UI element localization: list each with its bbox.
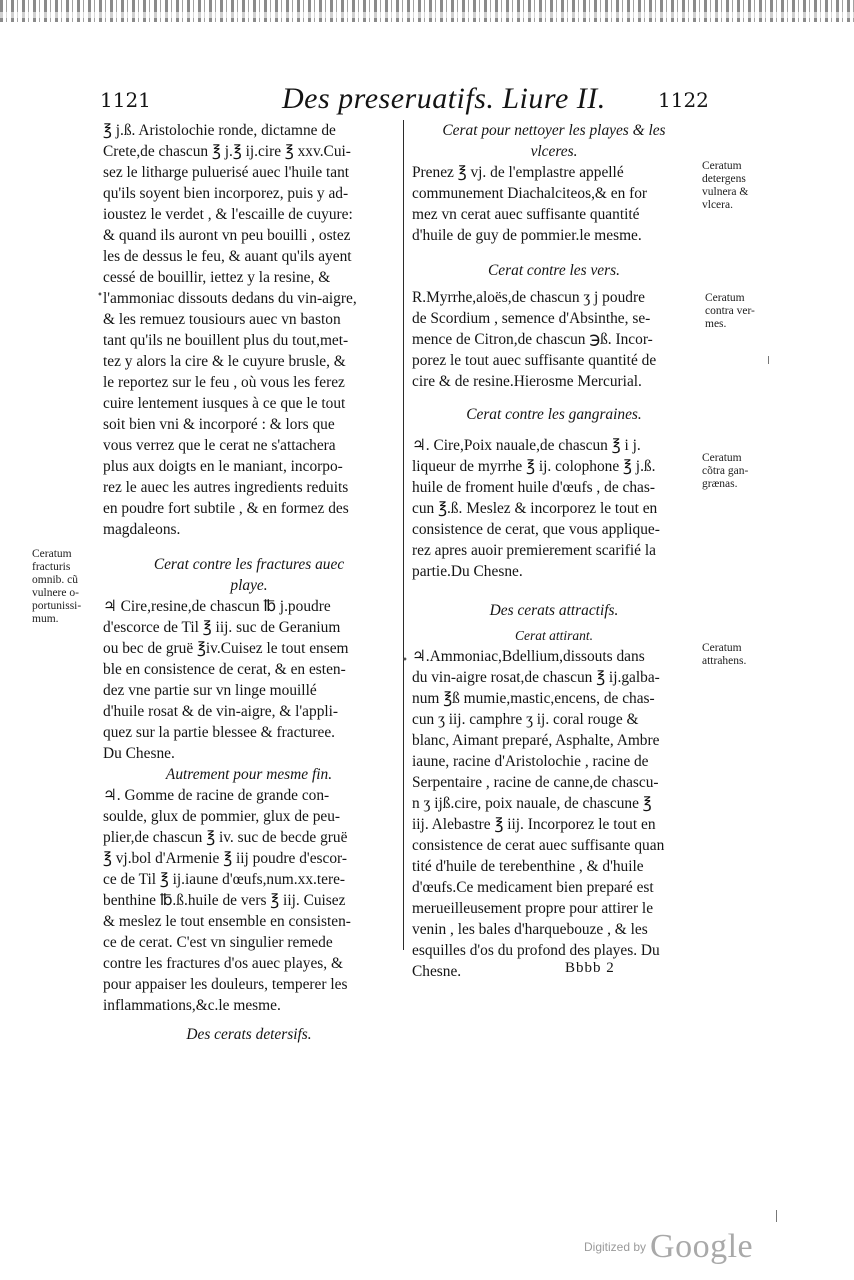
margin-note-line: Ceratum — [32, 548, 72, 560]
margin-dot: • — [402, 655, 408, 666]
margin-note-vermes — [705, 292, 785, 331]
left-paragraph-2 — [103, 596, 395, 764]
text-line: les de dessus le feu, & auant qu'ils ayent — [103, 248, 352, 265]
text-line: cessé de bouillir, iettez y la resine, & — [103, 269, 331, 286]
text-line: & meslez le tout ensemble en consisten- — [103, 913, 351, 930]
text-line: venin , les bales d'harquebouze , & les — [412, 921, 648, 938]
text-line: ♃.Ammoniac,Bdellium,dissouts dans — [412, 648, 645, 665]
text-line: liqueur de myrrhe ℥ ij. colophone ℥ j.ß. — [412, 458, 656, 475]
margin-note-line: detergens — [702, 173, 746, 185]
margin-dot: • — [97, 290, 103, 301]
text-line: rez apres auoir premierement scarifié la — [412, 542, 656, 559]
text-line: cire & de resine.Hierosme Mercurial. — [412, 373, 642, 390]
text-line: en poudre fort subtile , & en formez des — [103, 500, 349, 517]
text-line: magdaleons. — [103, 521, 181, 538]
text-line: Prenez ℥ vj. de l'emplastre appellé — [412, 164, 624, 181]
section-heading-attirant: Cerat attirant. — [514, 628, 593, 643]
text-line: merueilleusement propre pour attirer le — [412, 900, 654, 917]
section-heading-autrement: Autrement pour mesme fin. — [165, 766, 333, 783]
text-line: plier,de chascun ℥ iv. suc de becde gruë — [103, 829, 348, 846]
margin-tick — [768, 356, 769, 364]
text-line: ♃. Gomme de racine de grande con- — [103, 787, 330, 804]
text-line: & quand ils auront vn peu bouilli , ostez — [103, 227, 351, 244]
text-line: dez vne partie sur vn linge mouillé — [103, 682, 317, 699]
text-line: iij. Alebastre ℥ iij. Incorporez le tout en — [412, 816, 656, 833]
margin-note-attrahens — [702, 642, 782, 668]
text-line: tez y alors la cire & le cuyure brusle, & — [103, 353, 346, 370]
text-line: cun ℥.ß. Meslez & incorporez le tout en — [412, 500, 658, 517]
google-logo: Google — [650, 1228, 754, 1265]
digitized-label: Digitized by — [584, 1240, 647, 1254]
text-line: le reportez sur le feu , où vous les ferez — [103, 374, 345, 391]
text-line: Serpentaire , racine de canne,de chascu- — [412, 774, 659, 791]
text-line: ce de Til ℥ ij.iaune d'œufs,num.xx.tere- — [103, 871, 346, 888]
text-line: num ℥ß mumie,mastic,encens, de chas- — [412, 690, 655, 707]
text-line: Du Chesne. — [103, 745, 175, 762]
text-line: qu'ils soyent bien incorporez, puis y ad- — [103, 185, 349, 202]
right-paragraph-3 — [412, 435, 696, 582]
margin-note-line: mum. — [32, 613, 59, 625]
margin-tick — [776, 1210, 777, 1222]
text-line: n ʒ ijß.cire, poix nauale, de chascune ℥ — [412, 795, 652, 812]
margin-note-line: Ceratum — [702, 452, 742, 464]
section-heading-nettoyer-cont: vlceres. — [530, 143, 578, 160]
text-line: huile de froment huile d'œufs , de chas- — [412, 479, 655, 496]
right-paragraph-2 — [412, 287, 696, 392]
margin-note-line: vulnere o- — [32, 587, 79, 599]
text-line: ℥ vj.bol d'Armenie ℥ iij poudre d'escor- — [103, 850, 347, 867]
text-line: vous verrez que le cerat ne s'attachera — [103, 437, 336, 454]
text-line: ble en consistence de cerat, & en esten- — [103, 661, 346, 678]
page-number-right: 1122 — [658, 88, 709, 112]
right-column — [412, 120, 696, 982]
margin-note-line: vulnera & — [702, 186, 749, 198]
text-line: rez le auec les autres ingredients reduits — [103, 479, 349, 496]
decorative-border-gap — [0, 12, 854, 18]
text-line: pour appaiser les douleurs, temperer les — [103, 976, 348, 993]
text-line: Crete,de chascun ℥ j.℥ ij.cire ℥ xxv.Cui- — [103, 143, 351, 160]
margin-note-gangrenas — [702, 452, 782, 491]
text-line: benthine ℔.ß.huile de vers ℥ iij. Cuisez — [103, 892, 346, 909]
text-line: du vin-aigre rosat,de chascun ℥ ij.galba- — [412, 669, 660, 686]
margin-note-line: contra ver- — [705, 305, 755, 317]
text-line: quez sur la partie blessee & fracturee. — [103, 724, 336, 741]
right-paragraph-1 — [412, 162, 696, 246]
text-line: Chesne. — [412, 963, 462, 980]
margin-note-line: mes. — [705, 318, 727, 330]
text-line: ♃ Cire,resine,de chascun ℔ j.poudre — [103, 598, 331, 615]
text-line: ♃. Cire,Poix nauale,de chascun ℥ i j. — [412, 437, 641, 454]
text-line: ce de cerat. C'est vn singulier remede — [103, 934, 333, 951]
text-line: mence de Citron,de chascun ℈ß. Incor- — [412, 331, 653, 348]
text-line: tant qu'ils ne bouillent plus du tout,met- — [103, 332, 349, 349]
digitized-watermark — [584, 1228, 753, 1266]
text-line: porez le tout auec suffisante quantité de — [412, 352, 657, 369]
text-line: consistence de cerat, que vous applique- — [412, 521, 660, 538]
decorative-border — [0, 0, 854, 22]
signature-mark: Bbbb 2 — [565, 960, 615, 976]
text-line: ℥ j.ß. Aristolochie ronde, dictamne de — [103, 122, 336, 139]
margin-note-line: fracturis — [32, 561, 71, 573]
section-heading-fractures-cont: playe. — [230, 577, 268, 594]
text-line: d'huile de guy de pommier.le mesme. — [412, 227, 642, 244]
margin-note-line: attrahens. — [702, 655, 747, 667]
margin-note-line: omnib. cũ — [32, 574, 78, 586]
page-number-left: 1121 — [100, 88, 151, 112]
text-line: inflammations,&c.le mesme. — [103, 997, 281, 1014]
text-line: mez vn cerat auec suffisante quantité — [412, 206, 640, 223]
running-title: Des preseruatifs. Liure II. — [282, 82, 606, 115]
text-line: & les remuez tousiours auec vn baston — [103, 311, 341, 328]
text-line: ioustez le verdet , & l'escaille de cuyure: — [103, 206, 353, 223]
margin-note-line: portunissi- — [32, 600, 82, 612]
text-line: de Scordium , semence d'Absinthe, se- — [412, 310, 651, 327]
text-line: esquilles d'os du profond des playes. Du — [412, 942, 660, 959]
margin-note-line: Ceratum — [705, 292, 745, 304]
text-line: cuire lentement iusques à ce que le tout — [103, 395, 346, 412]
text-line: l'ammoniac dissouts dedans du vin-aigre, — [103, 290, 357, 307]
text-line: partie.Du Chesne. — [412, 563, 523, 580]
text-line: communement Diachalciteos,& en for — [412, 185, 648, 202]
text-line: consistence de cerat auec suffisante quan — [412, 837, 665, 854]
text-line: iaune, racine d'Aristolochie , racine de — [412, 753, 649, 770]
column-divider — [403, 120, 404, 950]
section-heading-fractures: Cerat contre les fractures auec — [153, 556, 345, 573]
text-line: d'escorce de Til ℥ iij. suc de Geranium — [103, 619, 341, 636]
text-line: sez le litharge puluerisé auec l'huile tant — [103, 164, 350, 181]
text-line: R.Myrrhe,aloës,de chascun ʒ j poudre — [412, 289, 645, 306]
margin-note-line: cõtra gan- — [702, 465, 749, 477]
margin-note-line: Ceratum — [702, 642, 742, 654]
margin-note-fractures — [32, 548, 102, 626]
left-column — [103, 120, 395, 1045]
text-line: cun ʒ iij. camphre ʒ ij. coral rouge & — [412, 711, 639, 728]
section-heading-gangraines: Cerat contre les gangraines. — [466, 406, 642, 423]
text-line: contre les fractures d'os auec playes, & — [103, 955, 343, 972]
margin-note-line: grænas. — [702, 478, 738, 490]
text-line: plus aux doigts en le maniant, incorpo- — [103, 458, 343, 475]
left-paragraph-3 — [103, 785, 395, 1016]
margin-note-line: vlcera. — [702, 199, 733, 211]
left-paragraph-1 — [103, 120, 395, 540]
right-paragraph-4 — [412, 646, 696, 982]
text-line: blanc, Aimant preparé, Asphalte, Ambre — [412, 732, 660, 749]
text-line: ou bec de gruë ℥iv.Cuisez le tout ensem — [103, 640, 349, 657]
margin-note-line: Ceratum — [702, 160, 742, 172]
margin-note-detergens — [702, 160, 782, 212]
section-heading-detersifs: Des cerats detersifs. — [186, 1026, 312, 1043]
text-line: tité d'huile de terebenthine , & d'huile — [412, 858, 644, 875]
text-line: soit bien vni & incorporé : & lors que — [103, 416, 335, 433]
section-heading-attractifs: Des cerats attractifs. — [489, 602, 619, 619]
section-heading-vers: Cerat contre les vers. — [488, 262, 620, 279]
page-header — [0, 82, 854, 118]
text-line: d'œufs.Ce medicament bien preparé est — [412, 879, 654, 896]
text-line: d'huile rosat & de vin-aigre, & l'appli- — [103, 703, 339, 720]
text-line: soulde, glux de pommier, glux de peu- — [103, 808, 341, 825]
section-heading-nettoyer: Cerat pour nettoyer les playes & les — [442, 122, 666, 139]
